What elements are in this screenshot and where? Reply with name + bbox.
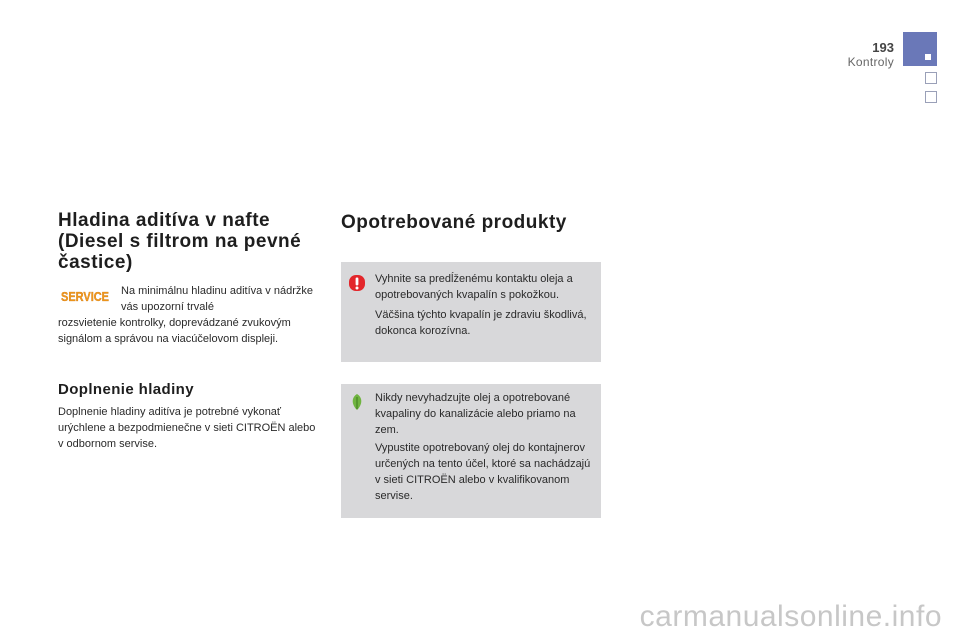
intro-text: Na minimálnu hladinu aditíva v nádržke vás upozorní trvalé xyxy=(121,285,313,313)
section-title: Hladina aditíva v nafte (Diesel s filtrom na pevné častice) xyxy=(58,210,302,273)
chapter-tab-square-2[interactable] xyxy=(925,91,937,103)
warning-line-1: Vyhnite sa predĺženému kontaktu oleja a opotrebovaných kvapalín s pokožkou. xyxy=(375,273,573,301)
used-products-title: Opotrebované produkty xyxy=(341,212,567,233)
tab-marker-icon xyxy=(925,54,931,60)
eco-text xyxy=(375,390,597,504)
eco-box xyxy=(341,384,601,518)
watermark: carmanualsonline.info xyxy=(639,600,942,633)
warning-line-2: Väčšina týchto kvapalín je zdraviu škodlivá, dokonca korozívna. xyxy=(375,309,587,337)
refill-text: Doplnenie hladiny aditíva je potrebné vykonať urýchlene a bezpodmienečne v sieti CITROËN alebo v odbornom servise. xyxy=(58,406,316,450)
warning-box xyxy=(341,262,601,362)
exclamation-icon xyxy=(348,274,366,292)
leaf-icon xyxy=(348,393,366,411)
service-icon-label: SERVICE xyxy=(61,289,110,304)
service-warning-icon xyxy=(60,288,110,304)
chapter-tab[interactable] xyxy=(903,32,937,66)
section-name: Kontroly xyxy=(847,55,894,69)
chapter-tab-square-1[interactable] xyxy=(925,72,937,84)
eco-line-2: Vypustite opotrebovaný olej do kontajnerov určených na tento účel, ktoré sa nachádzajú v sieti CITROËN alebo v kvalifikovanom servise. xyxy=(375,442,591,502)
eco-line-1: Nikdy nevyhadzujte olej a opotrebované kvapaliny do kanalizácie alebo priamo na zem. xyxy=(375,392,576,436)
warning-text xyxy=(375,271,597,339)
intro-continuation: rozsvietenie kontrolky, doprevádzané zvukovým signálom a správou na viacúčelovom displeji. xyxy=(58,317,291,345)
page-number: 193 xyxy=(872,40,894,55)
refill-heading: Doplnenie hladiny xyxy=(58,381,194,398)
